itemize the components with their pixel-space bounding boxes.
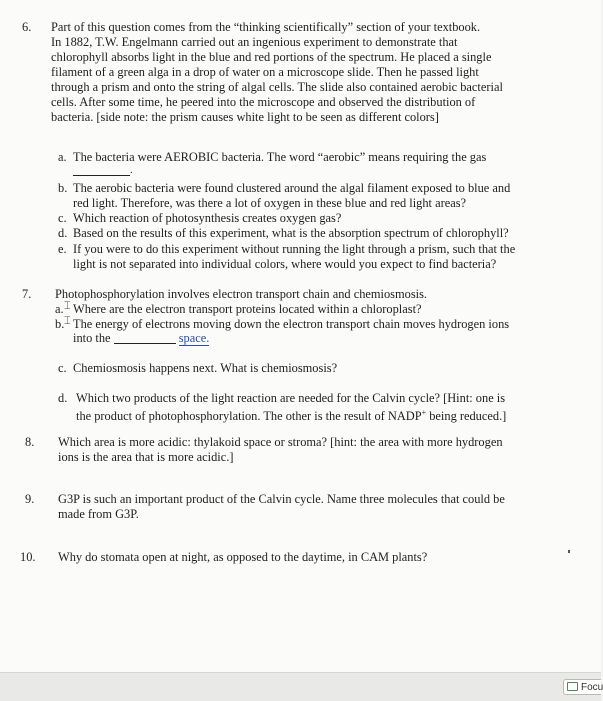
q6b-line: The aerobic bacteria were found clustered around the algal filament exposed to blue and — [73, 181, 511, 195]
q7d-line2 — [76, 406, 506, 423]
q7b-suffix: space. — [178, 331, 210, 345]
q6-line: In 1882, T.W. Engelmann carried out an ingenious experiment to demonstrate that — [51, 35, 458, 49]
q7a-label: a. — [55, 302, 64, 316]
q8-line: Which area is more acidic: thylakoid space or stroma? [hint: the area with more hydrogen — [58, 435, 503, 449]
q6-line: through a prism and onto the string of algal cells. The slide also contained aerobic bacterial — [51, 80, 503, 94]
q6a-text: The bacteria were AEROBIC bacteria. The word “aerobic” means requiring the gas — [73, 150, 487, 164]
q6-number: 6. — [22, 20, 32, 34]
q6c-label: c. — [58, 211, 67, 225]
stray-mark — [568, 550, 570, 553]
q6d-text: Based on the results of this experiment, what is the absorption spectrum of chlorophyll? — [73, 226, 509, 240]
q8-number: 8. — [25, 435, 35, 449]
text-cursor-icon: ⌶ — [64, 314, 71, 327]
focus-label: Focu — [581, 682, 603, 693]
q10-text: Why do stomata open at night, as opposed to the daytime, in CAM plants? — [58, 550, 428, 564]
q7d-line1: Which two products of the light reaction are needed for the Calvin cycle? [Hint: one is — [76, 391, 506, 405]
q6a-period: . — [130, 164, 133, 176]
q6e-label: e. — [58, 242, 67, 256]
q10-number: 10. — [20, 550, 36, 564]
text-cursor-icon: ⌶ — [64, 299, 71, 312]
bottom-toolbar — [0, 672, 601, 701]
focus-icon — [567, 682, 578, 691]
q7b-label: b. — [55, 317, 65, 331]
q6a-label: a. — [58, 150, 67, 164]
q7b-answer-blank[interactable] — [114, 343, 176, 344]
q7b-prefix: into the — [73, 331, 111, 345]
q7d-label: d. — [58, 391, 68, 405]
q6e-line: If you were to do this experiment without running the light through a prism, such that the — [73, 242, 516, 256]
q6b-label: b. — [58, 181, 68, 195]
q7b-line2 — [73, 331, 209, 346]
q7-intro: Photophosphorylation involves electron transport chain and chemiosmosis. — [55, 287, 428, 301]
q6-line: bacteria. [side note: the prism causes white light to be seen as different colors] — [51, 110, 439, 124]
q7-number: 7. — [22, 287, 32, 301]
q6b-line: red light. Therefore, was there a lot of oxygen in these blue and red light areas? — [73, 196, 467, 210]
q6a-answer-blank[interactable] — [73, 175, 130, 176]
q6-line: filament of a green alga in a drop of water on a microscope slide. Then he passed light — [51, 65, 479, 79]
q6d-label: d. — [58, 226, 68, 240]
q6-line: chlorophyll absorbs light in the blue and red portions of the spectrum. He placed a single — [51, 50, 492, 64]
focus-button[interactable] — [563, 679, 601, 695]
q6c-text: Which reaction of photosynthesis creates oxygen gas? — [73, 211, 342, 225]
q6-line: cells. After some time, he peered into the microscope and observed the distribution of — [51, 95, 476, 109]
q7a-text: Where are the electron transport proteins located within a chloroplast? — [73, 302, 422, 316]
q7c-text: Chemiosmosis happens next. What is chemiosmosis? — [73, 361, 338, 375]
q9-number: 9. — [25, 492, 35, 506]
q7c-label: c. — [58, 361, 67, 375]
q7d-line2-suffix: being reduced.] — [426, 409, 507, 424]
q6e-line: light is not separated into individual colors, where would you expect to find bacteria? — [73, 257, 497, 271]
q8-line: ions is the area that is more acidic.] — [58, 450, 234, 464]
q7b-line1: The energy of electrons moving down the electron transport chain moves hydrogen ions — [73, 317, 510, 331]
q9-line: made from G3P. — [58, 507, 139, 521]
q7d-superscript: + — [421, 408, 427, 417]
q9-line: G3P is such an important product of the Calvin cycle. Name three molecules that could be — [58, 492, 505, 506]
q6-line: Part of this question comes from the “thinking scientifically” section of your textbook. — [51, 20, 481, 34]
q7d-line2-prefix: the product of photophosphorylation. The other is the result of NADP — [76, 409, 422, 424]
